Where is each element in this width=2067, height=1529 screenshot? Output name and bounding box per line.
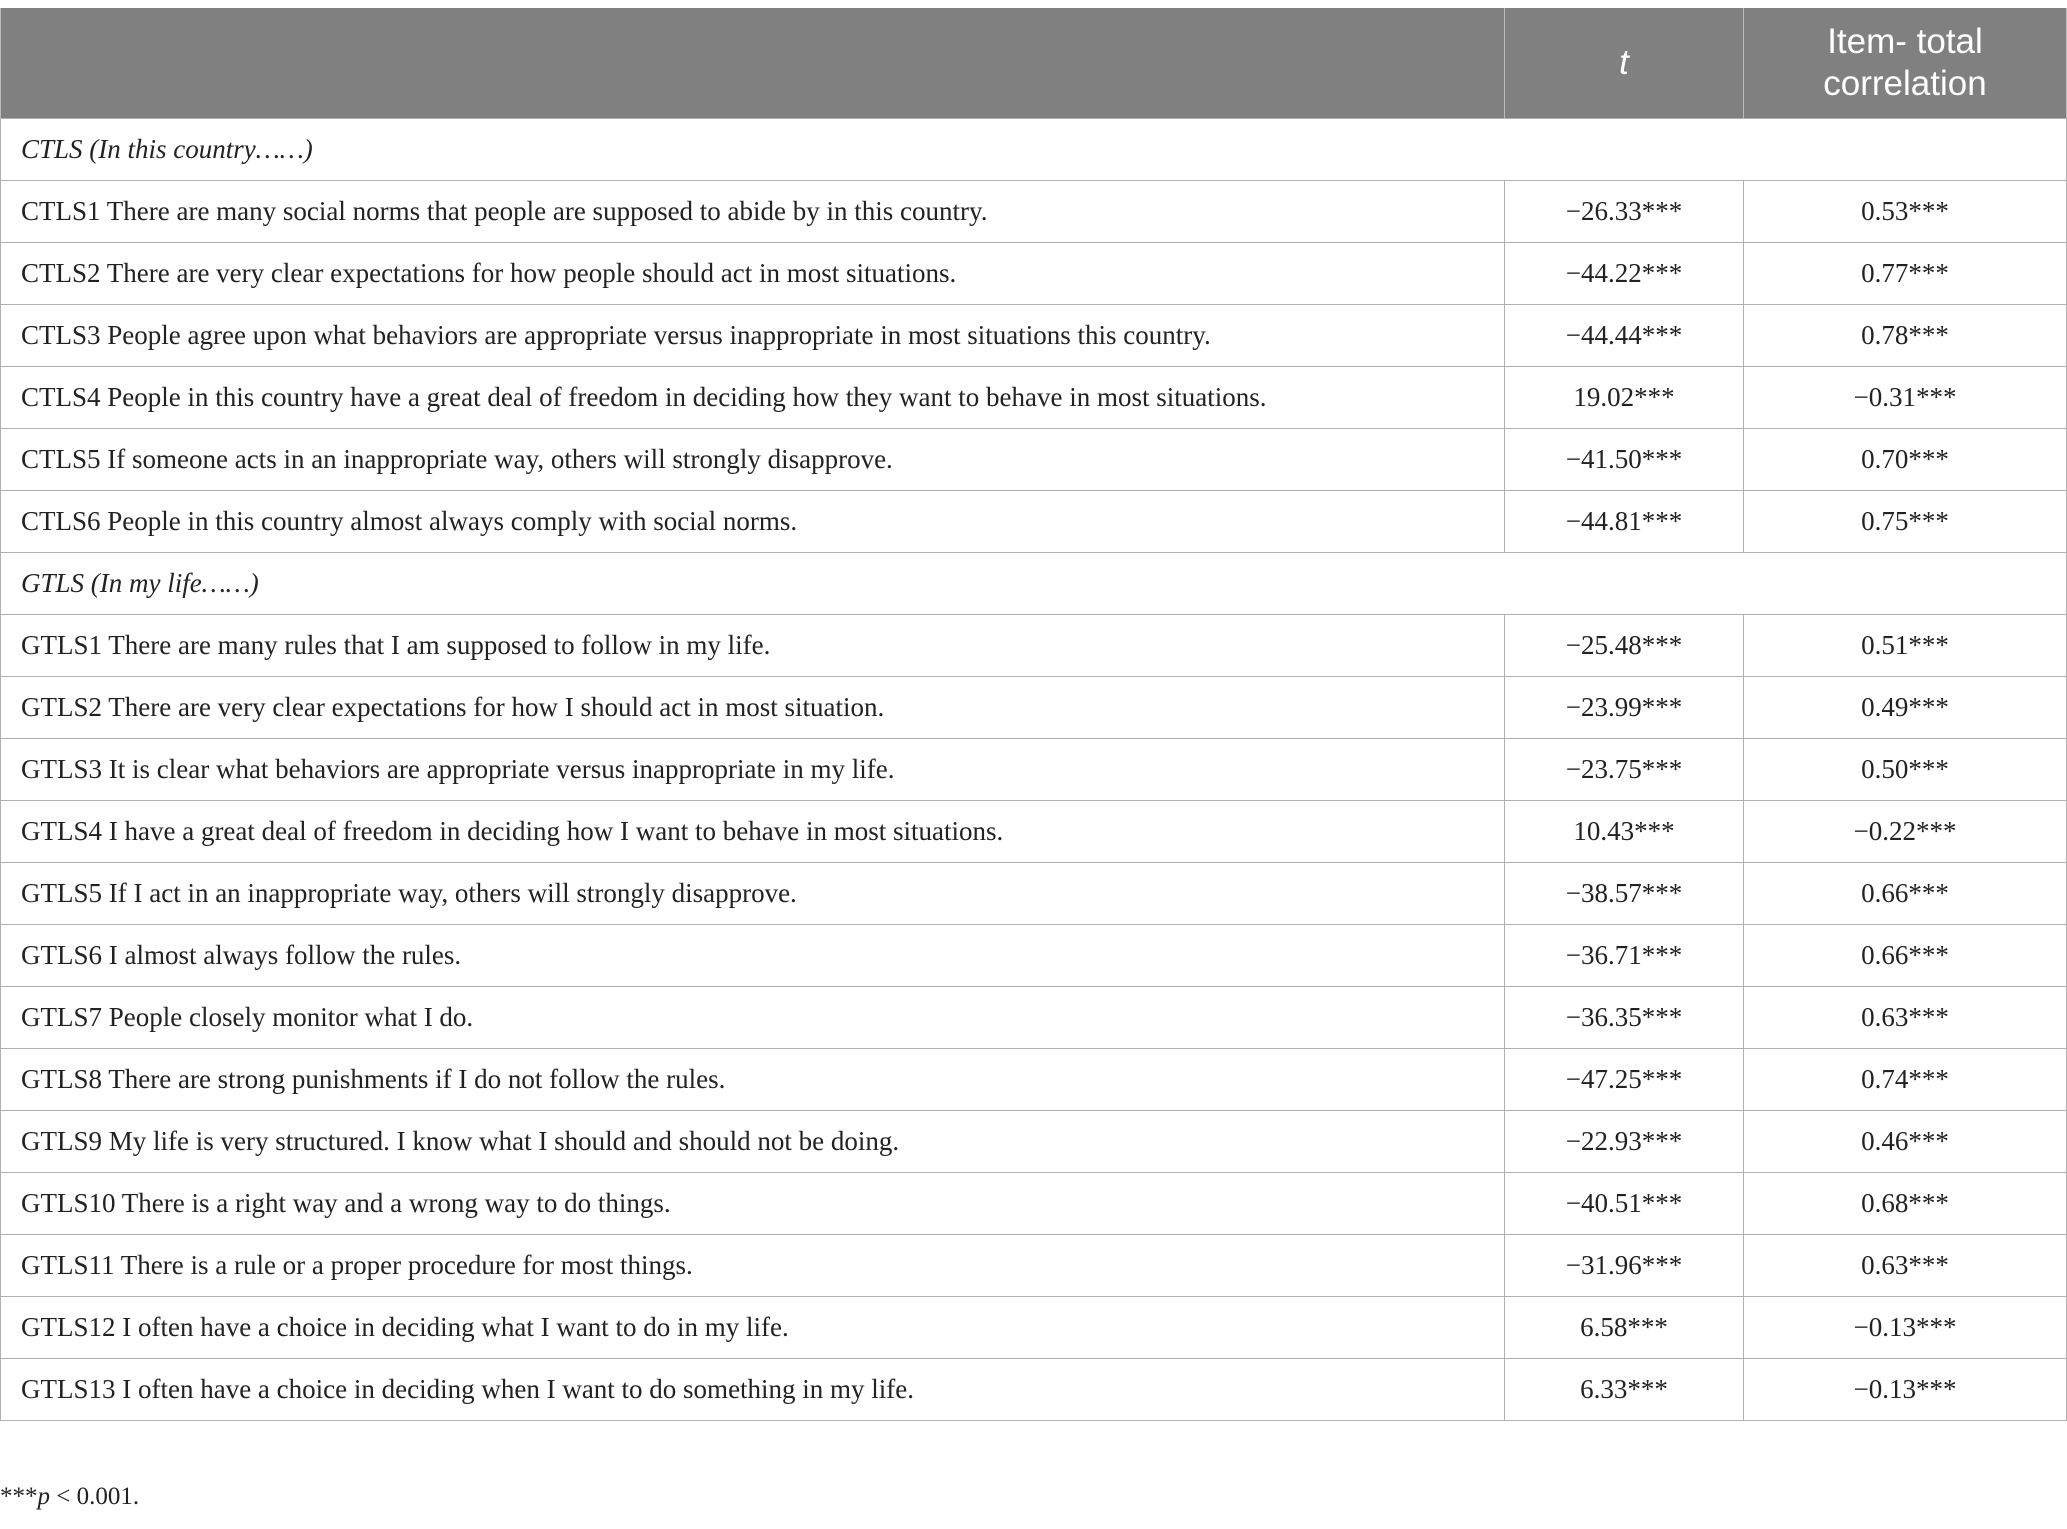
correlation-value: 0.63***	[1744, 1235, 2067, 1297]
table-row	[1, 1297, 2067, 1359]
table-row	[1, 181, 2067, 243]
section-title: GTLS (In my life……)	[1, 553, 2067, 615]
item-text: GTLS13 I often have a choice in deciding when I want to do something in my life.	[1, 1359, 1505, 1421]
correlation-value: 0.77***	[1744, 243, 2067, 305]
table-row	[1, 243, 2067, 305]
t-value: −36.35***	[1505, 987, 1744, 1049]
t-value: −23.75***	[1505, 739, 1744, 801]
footnote-stars: ***	[0, 1483, 38, 1510]
t-value: −41.50***	[1505, 429, 1744, 491]
t-value: 6.58***	[1505, 1297, 1744, 1359]
t-value: −26.33***	[1505, 181, 1744, 243]
table-row	[1, 305, 2067, 367]
header-item	[1, 8, 1505, 119]
section-row	[1, 119, 2067, 181]
table-row	[1, 1359, 2067, 1421]
t-value: 19.02***	[1505, 367, 1744, 429]
footnote-p: p	[37, 1483, 50, 1510]
t-value: −23.99***	[1505, 677, 1744, 739]
t-value: 10.43***	[1505, 801, 1744, 863]
item-text: GTLS9 My life is very structured. I know what I should and should not be doing.	[1, 1111, 1505, 1173]
correlation-value: 0.68***	[1744, 1173, 2067, 1235]
item-text: CTLS4 People in this country have a great deal of freedom in deciding how they want to behave in most situations.	[1, 367, 1505, 429]
item-text: GTLS4 I have a great deal of freedom in deciding how I want to behave in most situations.	[1, 801, 1505, 863]
table-row	[1, 429, 2067, 491]
item-text: CTLS6 People in this country almost always comply with social norms.	[1, 491, 1505, 553]
table-row	[1, 1235, 2067, 1297]
correlation-value: 0.78***	[1744, 305, 2067, 367]
t-value: −47.25***	[1505, 1049, 1744, 1111]
table-row	[1, 1049, 2067, 1111]
correlation-value: 0.49***	[1744, 677, 2067, 739]
correlation-value: 0.66***	[1744, 863, 2067, 925]
table-row	[1, 801, 2067, 863]
table-footnote	[0, 1483, 139, 1511]
table-row	[1, 739, 2067, 801]
correlation-value: 0.46***	[1744, 1111, 2067, 1173]
table-row	[1, 1111, 2067, 1173]
t-value: −44.44***	[1505, 305, 1744, 367]
table-row	[1, 863, 2067, 925]
t-value: −44.81***	[1505, 491, 1744, 553]
header-correlation-line1: Item- total	[1827, 22, 1983, 61]
item-text: GTLS6 I almost always follow the rules.	[1, 925, 1505, 987]
correlation-value: 0.53***	[1744, 181, 2067, 243]
t-value: −36.71***	[1505, 925, 1744, 987]
table-row	[1, 987, 2067, 1049]
item-text: CTLS3 People agree upon what behaviors are appropriate versus inappropriate in most situations this country.	[1, 305, 1505, 367]
item-text: GTLS5 If I act in an inappropriate way, others will strongly disapprove.	[1, 863, 1505, 925]
item-text: GTLS3 It is clear what behaviors are appropriate versus inappropriate in my life.	[1, 739, 1505, 801]
table-row	[1, 925, 2067, 987]
item-text: GTLS8 There are strong punishments if I do not follow the rules.	[1, 1049, 1505, 1111]
table-row	[1, 1173, 2067, 1235]
item-text: GTLS12 I often have a choice in deciding what I want to do in my life.	[1, 1297, 1505, 1359]
correlation-value: 0.74***	[1744, 1049, 2067, 1111]
item-text: GTLS11 There is a rule or a proper procedure for most things.	[1, 1235, 1505, 1297]
header-t: t	[1505, 8, 1744, 119]
item-text: GTLS10 There is a right way and a wrong way to do things.	[1, 1173, 1505, 1235]
t-value: −40.51***	[1505, 1173, 1744, 1235]
t-value: −25.48***	[1505, 615, 1744, 677]
item-text: CTLS2 There are very clear expectations for how people should act in most situations.	[1, 243, 1505, 305]
table-header-row	[1, 8, 2067, 119]
table-row	[1, 677, 2067, 739]
correlation-value: 0.75***	[1744, 491, 2067, 553]
correlation-value: 0.66***	[1744, 925, 2067, 987]
correlation-value: −0.13***	[1744, 1297, 2067, 1359]
t-value: −38.57***	[1505, 863, 1744, 925]
table-row	[1, 615, 2067, 677]
correlation-value: −0.13***	[1744, 1359, 2067, 1421]
t-value: −44.22***	[1505, 243, 1744, 305]
item-analysis-table	[0, 8, 2067, 1421]
t-value: −31.96***	[1505, 1235, 1744, 1297]
t-value: 6.33***	[1505, 1359, 1744, 1421]
item-text: CTLS5 If someone acts in an inappropriate way, others will strongly disapprove.	[1, 429, 1505, 491]
correlation-value: 0.50***	[1744, 739, 2067, 801]
header-item-total-correlation	[1744, 8, 2067, 119]
header-correlation-line2: correlation	[1823, 64, 1987, 103]
t-value: −22.93***	[1505, 1111, 1744, 1173]
item-text: GTLS1 There are many rules that I am supposed to follow in my life.	[1, 615, 1505, 677]
section-title: CTLS (In this country……)	[1, 119, 2067, 181]
item-text: GTLS2 There are very clear expectations for how I should act in most situation.	[1, 677, 1505, 739]
correlation-value: 0.70***	[1744, 429, 2067, 491]
footnote-threshold: < 0.001.	[50, 1483, 140, 1510]
section-row	[1, 553, 2067, 615]
table-row	[1, 367, 2067, 429]
correlation-value: −0.31***	[1744, 367, 2067, 429]
table-body	[1, 119, 2067, 1421]
table-row	[1, 491, 2067, 553]
correlation-value: 0.63***	[1744, 987, 2067, 1049]
correlation-value: 0.51***	[1744, 615, 2067, 677]
correlation-value: −0.22***	[1744, 801, 2067, 863]
item-text: CTLS1 There are many social norms that people are supposed to abide by in this country.	[1, 181, 1505, 243]
item-text: GTLS7 People closely monitor what I do.	[1, 987, 1505, 1049]
